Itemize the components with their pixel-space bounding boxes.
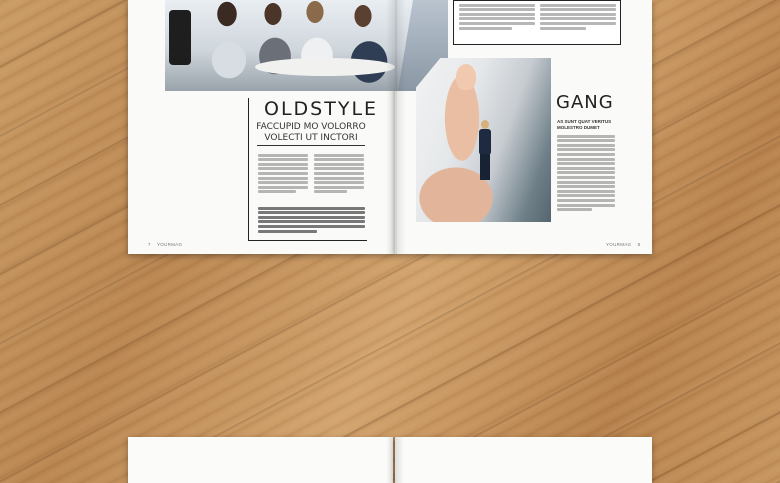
- gang-title: GANG: [556, 92, 614, 113]
- top-text-column-2: [540, 2, 616, 31]
- top-text-column-1: [459, 2, 535, 31]
- office-team-photo: [165, 0, 448, 91]
- gang-body-text: [557, 133, 615, 213]
- hand-figurine-photo: [416, 58, 551, 222]
- right-footer-label: YOURMAG: [606, 242, 632, 247]
- oldstyle-title: OLDSTYLE: [264, 98, 379, 120]
- oldstyle-subtitle-line-1: FACCUPID MO VOLORRO: [256, 122, 366, 132]
- right-page-number: 8: [637, 242, 641, 247]
- office-chair: [169, 10, 191, 65]
- gang-subtitle: [557, 119, 619, 130]
- second-spread-spine-shadow: [386, 437, 404, 483]
- oldstyle-subtitle: [255, 122, 367, 144]
- left-page-number: 7: [148, 242, 151, 247]
- meeting-table: [255, 58, 395, 76]
- second-spread-left-page: [128, 437, 393, 483]
- oldstyle-rule: [257, 145, 365, 146]
- oldstyle-body-column-2: [314, 152, 364, 195]
- oldstyle-body-column-1: [258, 152, 308, 195]
- gang-subtitle-line-2: MOLESTRO DUMET: [557, 124, 600, 130]
- businessman-figurine: [478, 120, 492, 180]
- gang-subtitle-line-1: AS SUNT QUAT VERITUS: [557, 119, 612, 124]
- right-page-footer: [606, 242, 640, 247]
- top-text-box: [453, 0, 621, 45]
- left-page-footer: [148, 242, 182, 247]
- second-spread-right-page: [395, 437, 652, 483]
- oldstyle-subtitle-line-2: VOLECTI UT INCTORI: [264, 133, 358, 143]
- thumb: [456, 64, 476, 90]
- oldstyle-italic-text: [258, 205, 365, 234]
- left-footer-label: YOURMAG: [156, 242, 183, 247]
